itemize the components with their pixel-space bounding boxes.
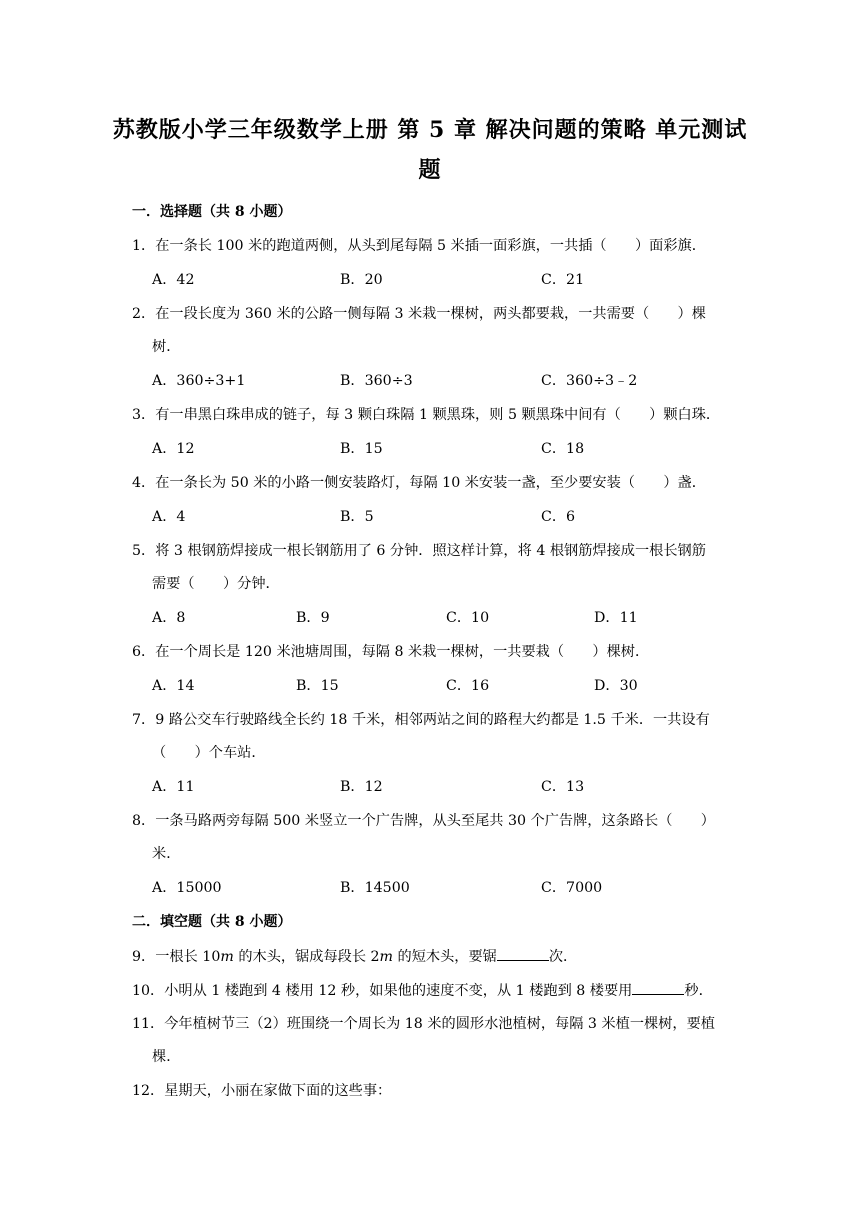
q5-option-d: D．11 xyxy=(594,610,638,626)
q1-option-a: A．42 xyxy=(152,272,195,288)
q4-option-b: B．5 xyxy=(340,509,374,525)
question-7: 7．9 路公交车行驶路线全长约 18 千米，相邻两站之间的路程大约都是 1.5 千米．一共设有 xyxy=(132,712,710,728)
question-10 xyxy=(132,980,732,1001)
question-1: 1．在一条长 100 米的跑道两侧，从头到尾每隔 5 米插一面彩旗，一共插（ ）面彩旗． xyxy=(132,238,706,254)
q7-option-c: C．13 xyxy=(541,779,585,795)
question-2: 2．在一段长度为 360 米的公路一侧每隔 3 米栽一棵树，两头都要栽，一共需要（ ）棵 xyxy=(132,306,706,322)
q6-option-a: A．14 xyxy=(152,678,195,694)
q9-unit-1: m xyxy=(220,949,234,965)
q2-option-b: B．360÷3 xyxy=(340,373,413,389)
q9-unit-2: m xyxy=(379,949,394,965)
question-11-continued: 棵． xyxy=(152,1049,181,1065)
question-2-continued: 树． xyxy=(152,339,181,355)
question-5: 5．将 3 根钢筋焊接成一根长钢筋用了 6 分钟．照这样计算，将 4 根钢筋焊接成一根长钢筋 xyxy=(132,543,706,559)
q5-option-c: C．10 xyxy=(446,610,490,626)
q10-text-post: 秒． xyxy=(684,983,713,999)
q6-option-c: C．16 xyxy=(446,678,490,694)
q9-text-mid: 的木头，锯成每段长 2 xyxy=(233,949,380,965)
q9-text-pre: 9．一根长 10 xyxy=(132,949,221,965)
q4-option-a: A．4 xyxy=(152,509,186,525)
q9-answer-blank[interactable] xyxy=(497,946,549,961)
q8-option-b: B．14500 xyxy=(340,880,410,896)
q9-text-end: 次． xyxy=(548,949,578,965)
q9-text-post: 的短木头，要锯 xyxy=(393,949,497,965)
q3-option-a: A．12 xyxy=(152,441,195,457)
q8-option-a: A．15000 xyxy=(152,880,222,896)
q6-option-b: B．15 xyxy=(296,678,339,694)
q3-option-c: C．18 xyxy=(541,441,585,457)
q7-option-b: B．12 xyxy=(340,779,383,795)
q10-text-pre: 10．小明从 1 楼跑到 4 楼用 12 秒，如果他的速度不变，从 1 楼跑到 8 楼要用 xyxy=(132,983,633,999)
question-12: 12．星期天，小丽在家做下面的这些事： xyxy=(132,1083,392,1099)
q5-option-b: B．9 xyxy=(296,610,330,626)
question-9 xyxy=(132,946,732,967)
title-line-2: 题 xyxy=(418,157,442,183)
q3-option-b: B．15 xyxy=(340,441,383,457)
q2-option-c: C．360÷3﹣2 xyxy=(541,373,638,389)
question-5-continued: 需要（ ）分钟． xyxy=(152,576,280,592)
q7-option-a: A．11 xyxy=(152,779,195,795)
q8-option-c: C．7000 xyxy=(541,880,603,896)
q1-option-c: C．21 xyxy=(541,272,585,288)
question-11: 11．今年植树节三（2）班围绕一个周长为 18 米的圆形水池植树，每隔 3 米植一棵树，要植 xyxy=(132,1016,715,1032)
q1-option-b: B．20 xyxy=(340,272,383,288)
question-4: 4．在一条长为 50 米的小路一侧安装路灯，每隔 10 米安装一盏，至少要安装（ ）盏． xyxy=(132,475,706,491)
question-8-continued: 米． xyxy=(152,846,181,862)
q6-option-d: D．30 xyxy=(594,678,638,694)
q4-option-c: C．6 xyxy=(541,509,576,525)
title-line-1: 苏教版小学三年级数学上册 第 5 章 解决问题的策略 单元测试 xyxy=(112,117,748,143)
section-heading-choice: 一．选择题（共 8 小题） xyxy=(132,204,292,220)
q10-answer-blank[interactable] xyxy=(632,980,684,995)
question-6: 6．在一个周长是 120 米池塘周围，每隔 8 米栽一棵树，一共要栽（ ）棵树． xyxy=(132,644,650,660)
q2-option-a: A．360÷3+1 xyxy=(152,373,246,389)
section-heading-fill: 二．填空题（共 8 小题） xyxy=(132,914,292,930)
q5-option-a: A．8 xyxy=(152,610,186,626)
question-7-continued: （ ）个车站． xyxy=(152,745,266,761)
question-8: 8．一条马路两旁每隔 500 米竖立一个广告牌，从头至尾共 30 个广告牌，这条路长（ ） xyxy=(132,813,715,829)
question-3: 3．有一串黑白珠串成的链子，每 3 颗白珠隔 1 颗黑珠，则 5 颗黑珠中间有（ ）颗白珠． xyxy=(132,407,721,423)
